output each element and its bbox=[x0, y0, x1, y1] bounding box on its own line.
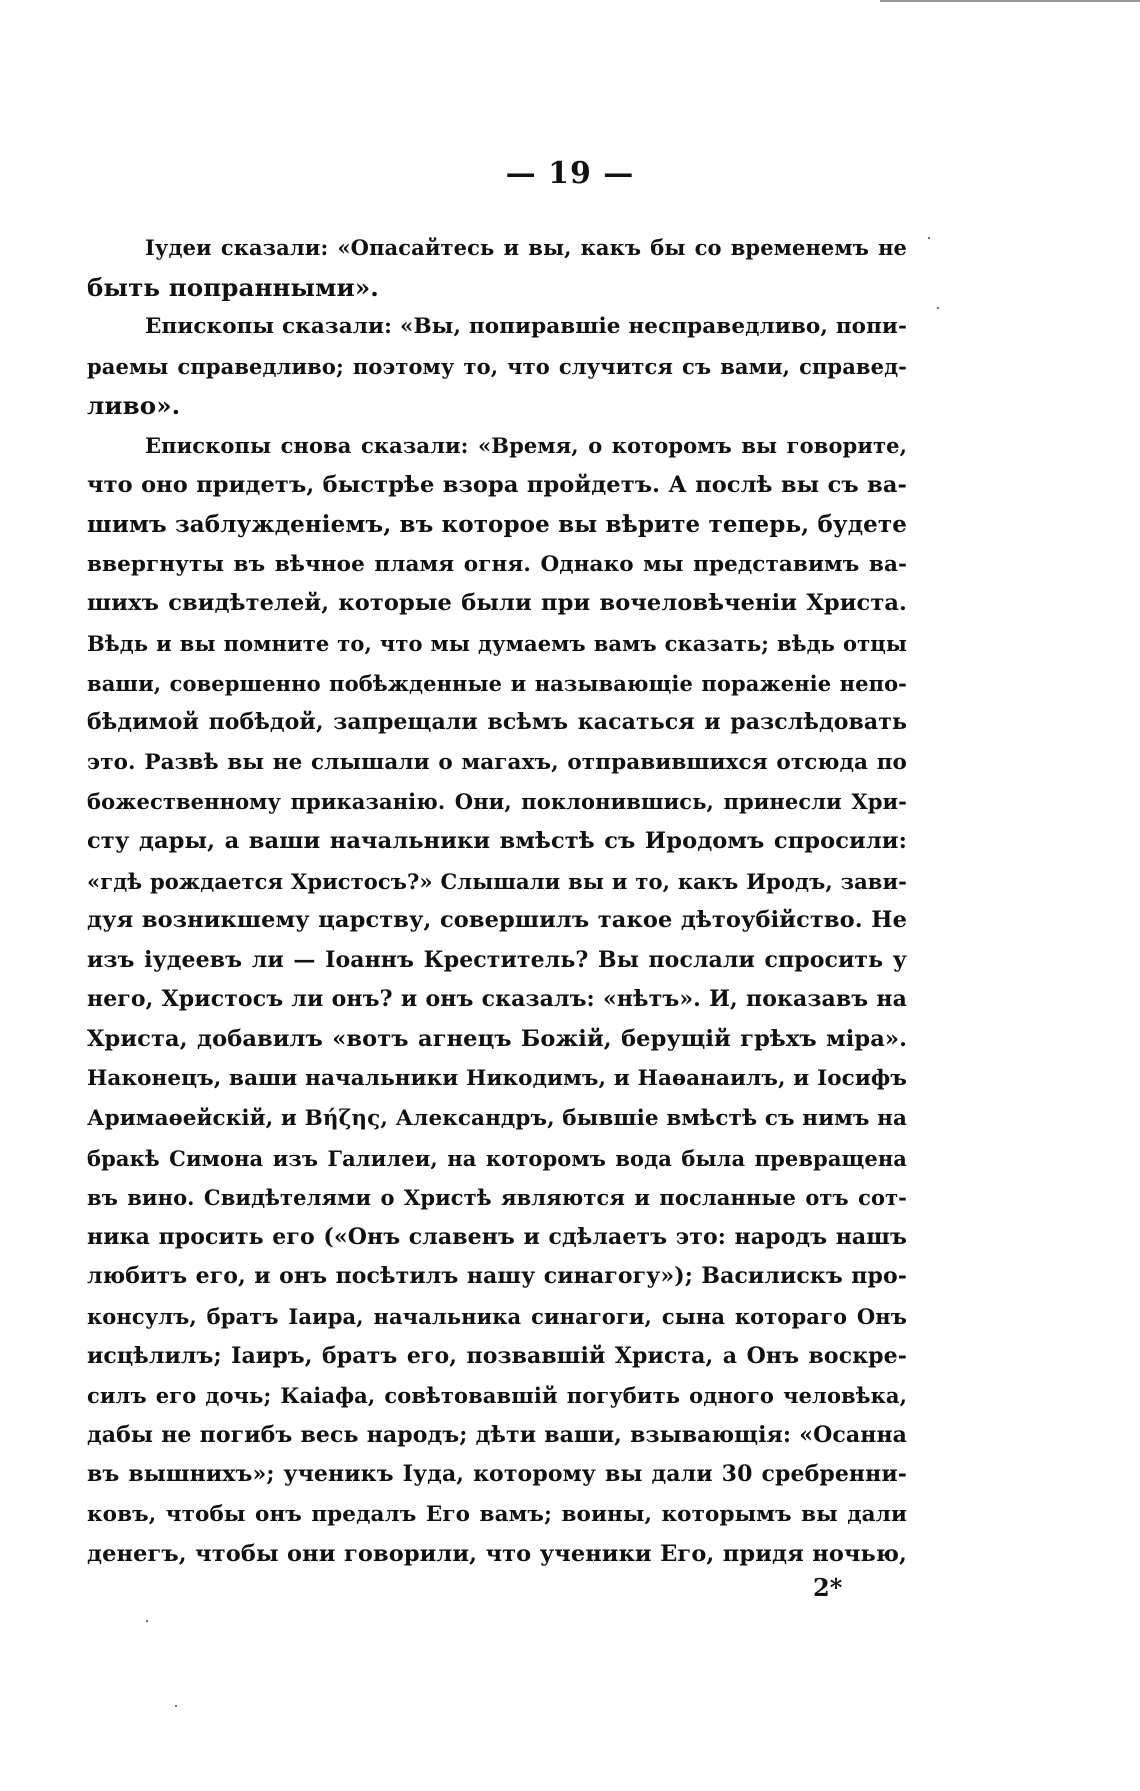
text-line: Іудеи сказали: «Опасайтесь и вы, какъ бы со временемъ не bbox=[145, 235, 907, 260]
text-line: «гдѣ рождается Христосъ?» Слышали вы и то, какъ Иродъ, зави- bbox=[87, 868, 907, 894]
scan-speck bbox=[175, 1705, 177, 1707]
printer-signature-mark: 2* bbox=[813, 1573, 843, 1602]
scan-speck bbox=[937, 307, 939, 309]
text-line: это. Развѣ вы не слышали о магахъ, отправившихся отсюда по bbox=[87, 749, 907, 775]
text-line: любитъ его, и онъ посѣтилъ нашу синагогу»); Василискъ про- bbox=[87, 1263, 907, 1290]
top-edge-rule bbox=[880, 0, 1140, 2]
text-line: въ вино. Свидѣтелями о Христѣ являются и посланные отъ сот- bbox=[87, 1185, 907, 1211]
text-line: исцѣлилъ; Іаиръ, братъ его, позвавшій Христа, а Онъ воскре- bbox=[87, 1342, 907, 1369]
text-line: Епископы сказали: «Вы, попиравшіе несправедливо, попи- bbox=[145, 314, 907, 340]
text-line: бракѣ Симона изъ Галилеи, на которомъ вода была превращена bbox=[87, 1145, 907, 1171]
text-line: что оно придетъ, быстрѣе взора пройдетъ. А послѣ вы съ ва- bbox=[87, 471, 907, 498]
text-line: Епископы снова сказали: «Время, о которомъ вы говорите, bbox=[145, 432, 907, 458]
page-number: — 19 — bbox=[505, 156, 635, 191]
text-line: ковъ, чтобы онъ предалъ Его вамъ; воины, которымъ вы дали bbox=[87, 1502, 907, 1527]
text-line: ваши, совершенно побѣжденные и называющіе пораженіе непо- bbox=[87, 670, 907, 696]
text-line: денегъ, чтобы они говорили, что ученики Его, придя ночью, bbox=[87, 1540, 907, 1567]
text-line: Наконецъ, ваши начальники Никодимъ, и Наѳанаилъ, и Іосифъ bbox=[87, 1066, 907, 1092]
text-line: быть попранными». bbox=[87, 272, 379, 302]
text-line: шихъ свидѣтелей, которые были при вочеловѣченіи Христа. bbox=[87, 590, 907, 617]
body-text bbox=[87, 228, 907, 1574]
text-line: Аримаѳейскій, и Βήζης, Александръ, бывшіе вмѣстѣ съ нимъ на bbox=[87, 1106, 907, 1132]
text-line: консулъ, братъ Іаира, начальника синагоги, сына котораго Онъ bbox=[87, 1304, 907, 1330]
text-line: Вѣдь и вы помните то, что мы думаемъ вамъ сказать; вѣдь отцы bbox=[87, 630, 907, 656]
text-line: раемы справедливо; поэтому то, что случится съ вами, справед- bbox=[87, 353, 907, 379]
text-line: шимъ заблужденіемъ, въ которое вы вѣрите теперь, будете bbox=[87, 511, 907, 539]
text-line: божественному приказанію. Они, поклонившись, принесли Хри- bbox=[87, 789, 907, 815]
scan-speck bbox=[928, 237, 930, 239]
text-line: дуя возникшему царству, совершилъ такое дѣтоубійство. Не bbox=[87, 907, 907, 934]
scan-speck bbox=[146, 1620, 148, 1622]
text-line: ливо». bbox=[87, 391, 181, 421]
text-line: сту дары, а ваши начальники вмѣстѣ съ Иродомъ спросили: bbox=[87, 827, 907, 854]
text-line: бѣдимой побѣдой, запрещали всѣмъ касаться и разслѣдовать bbox=[87, 709, 907, 736]
text-line: силъ его дочь; Каіафа, совѣтовавшій погубить одного человѣка, bbox=[87, 1383, 907, 1409]
text-line: него, Христосъ ли онъ? и онъ сказалъ: «нѣтъ». И, показавъ на bbox=[87, 986, 907, 1013]
text-line: изъ іудеевъ ли — Іоаннъ Креститель? Вы послали спросить у bbox=[87, 946, 907, 973]
text-line: въ вышнихъ»; ученикъ Іуда, которому вы дали 30 сребренни- bbox=[87, 1461, 907, 1488]
text-line: ввергнуты въ вѣчное пламя огня. Однако мы представимъ ва- bbox=[87, 551, 907, 577]
text-line: ника просить его («Онъ славенъ и сдѣлаетъ это: народъ нашъ bbox=[87, 1223, 907, 1250]
text-line: Христа, добавилъ «вотъ агнецъ Божій, берущій грѣхъ міра». bbox=[87, 1025, 907, 1052]
text-line: дабы не погибъ весь народъ; дѣти ваши, взывающія: «Осанна bbox=[87, 1421, 907, 1448]
